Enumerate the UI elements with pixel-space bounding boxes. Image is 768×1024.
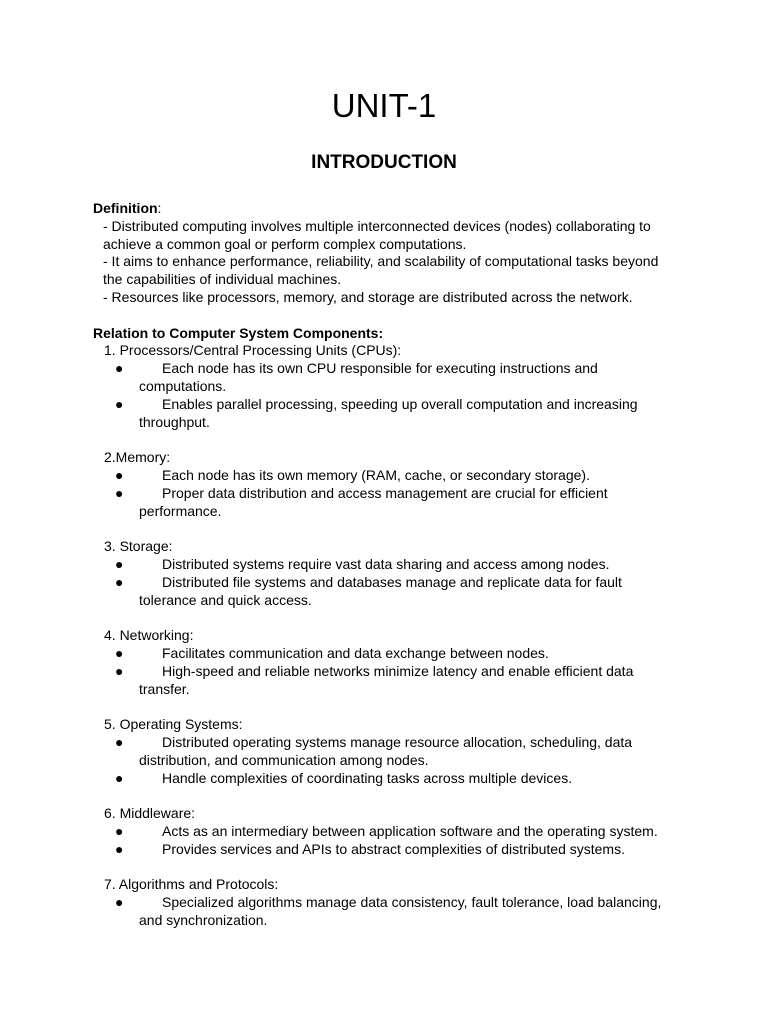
list-item	[93, 894, 678, 930]
bullet-text: Each node has its own memory (RAM, cache, or secondary storage).	[162, 466, 590, 483]
section-title: 6. Middleware:	[104, 805, 196, 822]
bullet-list	[93, 823, 678, 859]
bullet-text: Specialized algorithms manage data consistency, fault tolerance, load balancing, and synchronization.	[139, 894, 662, 928]
list-item	[93, 396, 678, 432]
bullet-text: Provides services and APIs to abstract complexities of distributed systems.	[162, 840, 625, 857]
bullet-icon: ●	[115, 662, 124, 679]
list-item	[93, 467, 678, 485]
definition-colon: :	[157, 200, 162, 216]
component-section	[93, 876, 678, 929]
bullet-icon: ●	[115, 573, 124, 590]
bullet-list	[93, 894, 678, 930]
section-title: 5. Operating Systems:	[104, 716, 243, 733]
list-item	[93, 823, 678, 841]
bullet-icon: ●	[115, 644, 124, 661]
list-item	[93, 734, 678, 770]
intro-heading: INTRODUCTION	[311, 152, 457, 173]
bullet-text: Acts as an intermediary between application software and the operating system.	[162, 822, 658, 839]
bullet-list	[93, 360, 678, 431]
section-title: 7. Algorithms and Protocols:	[104, 876, 279, 893]
component-section	[93, 342, 678, 449]
bullet-text: Distributed operating systems manage resource allocation, scheduling, data distribution, and communication among nodes.	[139, 733, 633, 768]
definition-line: - Distributed computing involves multiple interconnected devices (nodes) collaborating to achieve a common goal or perform complex computations.	[103, 217, 651, 252]
relation-heading	[93, 325, 678, 343]
list-item	[93, 663, 678, 699]
definition-lines	[93, 218, 678, 307]
bullet-icon: ●	[115, 840, 124, 857]
section-title: 3. Storage:	[104, 538, 173, 555]
component-section	[93, 716, 678, 805]
bullet-icon: ●	[115, 466, 124, 483]
bullet-list	[93, 467, 678, 520]
bullet-list	[93, 556, 678, 609]
unit-title: UNIT-1	[331, 87, 437, 124]
component-section	[93, 627, 678, 716]
component-section	[93, 805, 678, 876]
bullet-text: Distributed systems require vast data sharing and access among nodes.	[162, 555, 610, 572]
definition-line: - Resources like processors, memory, and storage are distributed across the network.	[103, 288, 633, 305]
section-title: 1. Processors/Central Processing Units (CPUs):	[104, 342, 402, 359]
bullet-text: Enables parallel processing, speeding up overall computation and increasing throughput.	[139, 395, 638, 430]
bullet-list	[93, 645, 678, 698]
component-section	[93, 538, 678, 627]
relation-sections	[93, 342, 678, 929]
bullet-icon: ●	[115, 360, 124, 377]
list-item	[93, 556, 678, 574]
relation-heading-text: Relation to Computer System Components:	[93, 324, 384, 341]
bullet-text: Proper data distribution and access management are crucial for efficient performance.	[139, 484, 608, 519]
bullet-text: Distributed file systems and databases manage and replicate data for fault tolerance and quick access.	[139, 573, 622, 608]
list-item	[93, 841, 678, 859]
list-item	[93, 485, 678, 521]
list-item	[93, 770, 678, 788]
list-item	[93, 360, 678, 396]
section-title: 2.Memory:	[104, 449, 171, 466]
section-title: 4. Networking:	[104, 627, 194, 644]
bullet-icon: ●	[115, 822, 124, 839]
definition-heading	[93, 200, 678, 218]
bullet-icon: ●	[115, 484, 124, 501]
bullet-icon: ●	[115, 733, 124, 750]
bullet-text: Handle complexities of coordinating tasks across multiple devices.	[162, 769, 573, 786]
bullet-text: Each node has its own CPU responsible for executing instructions and computations.	[139, 360, 598, 394]
bullet-icon: ●	[115, 769, 124, 786]
bullet-list	[93, 734, 678, 787]
bullet-text: High-speed and reliable networks minimize latency and enable efficient data transfer.	[139, 662, 634, 697]
component-section	[93, 449, 678, 538]
bullet-icon: ●	[115, 894, 124, 911]
definition-line: - It aims to enhance performance, reliability, and scalability of computational tasks beyond the capabilities of individual machines.	[103, 253, 659, 288]
list-item	[93, 574, 678, 610]
definition-label: Definition	[93, 200, 158, 216]
list-item	[93, 645, 678, 663]
bullet-icon: ●	[115, 395, 124, 412]
document-body	[93, 200, 678, 930]
bullet-text: Facilitates communication and data exchange between nodes.	[162, 644, 549, 661]
bullet-icon: ●	[115, 555, 124, 572]
